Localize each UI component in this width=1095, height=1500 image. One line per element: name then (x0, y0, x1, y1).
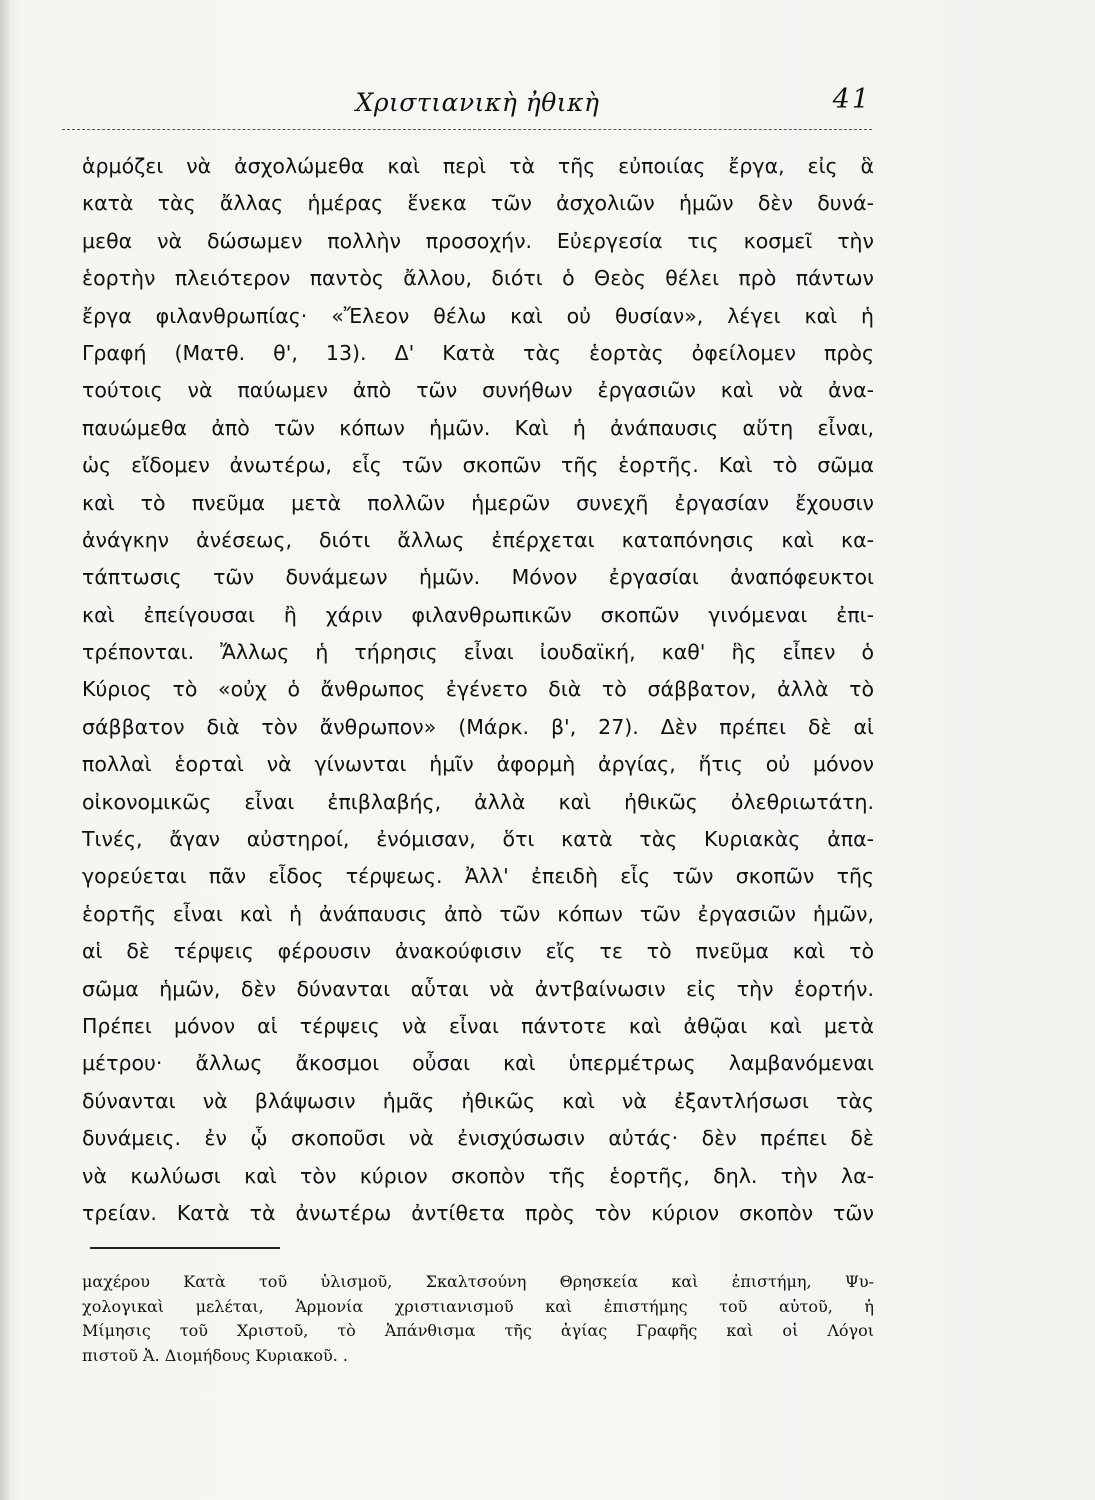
page-header (80, 82, 875, 122)
footnote-divider (90, 1247, 280, 1249)
footnote-line: χολογικαὶ μελέται, Ἁρμονία χριστιανισμοῦ καὶ ἐπιστήμης τοῦ αὐτοῦ, ἡ (82, 1296, 874, 1316)
text-line: τρέπονται. Ἄλλως ἡ τήρησις εἶναι ἰουδαϊκή, καθ' ἣς εἶπεν ὁ (82, 640, 874, 665)
text-line: Γραφή (Ματθ. θ', 13). Δ' Κατὰ τὰς ἑορτὰς ὀφείλομεν πρὸς (82, 340, 874, 365)
text-line: ἁρμόζει νὰ ἀσχολώμεθα καὶ περὶ τὰ τῆς εὐποιίας ἔργα, εἰς ἃ (82, 154, 874, 178)
text-line: σάββατον διὰ τὸν ἄνθρωπον» (Μάρκ. β', 27). Δὲν πρέπει δὲ αἱ (82, 714, 874, 739)
text-line: Πρέπει μόνον αἱ τέρψεις νὰ εἶναι πάντοτε καὶ ἀθῷαι καὶ μετὰ (82, 1013, 874, 1038)
text-line: ἔργα φιλανθρωπίας· «Ἔλεον θέλω καὶ οὐ θυσίαν», λέγει καὶ ἡ (82, 303, 874, 328)
text-line: δυνάμεις. ἐν ᾧ σκοποῦσι νὰ ἐνισχύσωσιν αὐτάς· δὲν πρέπει δὲ (82, 1126, 874, 1151)
text-line: Τινές, ἄγαν αὐστηροί, ἐνόμισαν, ὅτι κατὰ τὰς Κυριακὰς ἀπα- (82, 827, 874, 852)
text-line: τρείαν. Κατὰ τὰ ἀνωτέρω ἀντίθετα πρὸς τὸν κύριον σκοπὸν τῶν (82, 1200, 874, 1225)
text-line: τούτοις νὰ παύωμεν ἀπὸ τῶν συνήθων ἐργασιῶν καὶ νὰ ἀνα- (82, 378, 874, 403)
running-title: Χριστιανικὴ ἠθικὴ (355, 88, 600, 117)
header-divider (62, 129, 872, 130)
text-line: μεθα νὰ δώσωμεν πολλὴν προσοχήν. Εὐεργεσία τις κοσμεῖ τὴν (82, 228, 874, 253)
text-line: οἰκονομικῶς εἶναι ἐπιβλαβής, ἀλλὰ καὶ ἠθικῶς ὀλεθριωτάτη. (82, 789, 874, 814)
text-line: τάπτωσις τῶν δυνάμεων ἡμῶν. Μόνον ἐργασίαι ἀναπόφευκτοι (82, 565, 874, 590)
text-line: κατὰ τὰς ἄλλας ἡμέρας ἕνεκα τῶν ἀσχολιῶν ἡμῶν δὲν δυνά- (82, 191, 874, 216)
text-line: μέτρου· ἄλλως ἄκοσμοι οὖσαι καὶ ὑπερμέτρως λαμβανόμεναι (82, 1051, 874, 1076)
footnote-line: πιστοῦ Ἀ. Διομήδους Κυριακοῦ. . (82, 1345, 348, 1365)
text-line: σῶμα ἡμῶν, δὲν δύνανται αὗται νὰ ἀντβαίνωσιν εἰς τὴν ἑορτήν. (82, 976, 874, 1001)
footnote-line: μαχέρου Κατὰ τοῦ ὑλισμοῦ, Σκαλτσούνη Θρησκεία καὶ ἐπιστήμη, Ψυ- (82, 1272, 874, 1291)
footnote-line: Μίμησις τοῦ Χριστοῦ, τὸ Ἀπάνθισμα τῆς ἁγίας Γραφῆς καὶ οἱ Λόγοι (82, 1321, 874, 1340)
text-line: Κύριος τὸ «οὐχ ὁ ἄνθρωπος ἐγένετο διὰ τὸ σάββατον, ἀλλὰ τὸ (82, 677, 874, 702)
main-text (82, 148, 874, 1232)
text-line: παυώμεθα ἀπὸ τῶν κόπων ἡμῶν. Καὶ ἡ ἀνάπαυσις αὕτη εἶναι, (82, 415, 874, 440)
text-line: ὡς εἴδομεν ἀνωτέρω, εἷς τῶν σκοπῶν τῆς ἑορτῆς. Καὶ τὸ σῶμα (82, 453, 874, 478)
text-line: ἀνάγκην ἀνέσεως, διότι ἄλλως ἐπέρχεται καταπόνησις καὶ κα- (82, 527, 874, 552)
text-line: καὶ ἐπείγουσαι ἢ χάριν φιλανθρωπικῶν σκοπῶν γινόμεναι ἐπι- (82, 602, 874, 627)
text-line: γορεύεται πᾶν εἶδος τέρψεως. Ἀλλ' ἐπειδὴ εἷς τῶν σκοπῶν τῆς (82, 864, 874, 889)
text-line: ἑορτὴν πλειότερον παντὸς ἄλλου, διότι ὁ Θεὸς θέλει πρὸ πάντων (82, 266, 874, 291)
text-line: ἑορτῆς εἶναι καὶ ἡ ἀνάπαυσις ἀπὸ τῶν κόπων τῶν ἐργασιῶν ἡμῶν, (82, 901, 874, 926)
text-line: δύνανται νὰ βλάψωσιν ἡμᾶς ἠθικῶς καὶ νὰ ἐξαντλήσωσι τὰς (82, 1088, 874, 1113)
text-line: νὰ κωλύωσι καὶ τὸν κύριον σκοπὸν τῆς ἑορτῆς, δηλ. τὴν λα- (82, 1163, 874, 1188)
footnote (82, 1270, 874, 1368)
page-number: 41 (832, 84, 871, 115)
page-binding-edge (0, 0, 10, 1500)
text-line: καὶ τὸ πνεῦμα μετὰ πολλῶν ἡμερῶν συνεχῆ ἐργασίαν ἔχουσιν (82, 490, 874, 515)
text-line: αἱ δὲ τέρψεις φέρουσιν ἀνακούφισιν εἴς τε τὸ πνεῦμα καὶ τὸ (82, 939, 874, 964)
text-line: πολλαὶ ἑορταὶ νὰ γίνωνται ἡμῖν ἀφορμὴ ἀργίας, ἥτις οὐ μόνον (82, 752, 874, 777)
